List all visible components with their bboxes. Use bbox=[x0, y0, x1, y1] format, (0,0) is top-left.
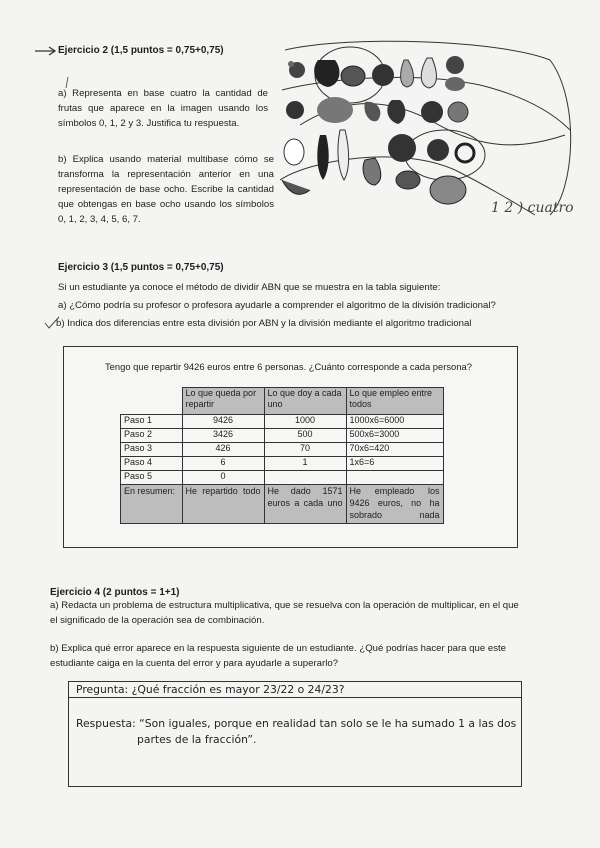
ex4-title: Ejercicio 4 (2 puntos = 1+1) bbox=[50, 587, 180, 598]
fruit-pomegranate-icon bbox=[341, 66, 365, 86]
cell-doy: 70 bbox=[264, 443, 346, 457]
cell-doy bbox=[264, 471, 346, 485]
fruit-pear-icon bbox=[421, 58, 436, 88]
step-label: Paso 2 bbox=[121, 429, 183, 443]
table-row bbox=[121, 457, 444, 471]
step-label: Paso 3 bbox=[121, 443, 183, 457]
cell-empleo: 500x6=3000 bbox=[346, 429, 443, 443]
fruit-persimmon-icon bbox=[396, 171, 420, 189]
fruit-banana-icon bbox=[338, 130, 349, 180]
abn-header-doy: Lo que doy a cada uno bbox=[264, 388, 346, 415]
fruit-kiwi-icon bbox=[445, 77, 465, 91]
summary-empleo: He empleado los 9426 euros, no ha sobrado nada bbox=[346, 485, 443, 524]
ex4-part-b: b) Explica qué error aparece en la respuesta siguiente de un estudiante. ¿Qué podrías hacer para que este estudiante caiga en la cuenta del error y para ayudarle a superarlo? bbox=[50, 643, 506, 669]
ex2-part-b: b) Explica usando material multibase cómo se transforma la representación anterior en una representación de base ocho. Escribe la cantidad que obtengas en base ocho usando los símbolos 0, 1, 2, 3, 4, 5, 6, 7. bbox=[58, 154, 274, 225]
fruit-strawberry-icon bbox=[387, 100, 405, 124]
fruit-pepper-icon bbox=[363, 158, 381, 185]
table-row bbox=[121, 415, 444, 429]
qa-divider bbox=[68, 697, 522, 698]
summary-queda: He repartido todo bbox=[182, 485, 264, 524]
table-row bbox=[121, 443, 444, 457]
cell-queda: 3426 bbox=[182, 429, 264, 443]
fruit-raspberry-icon bbox=[286, 101, 304, 119]
qa-question: Pregunta: ¿Qué fracción es mayor 23/22 o 24/23? bbox=[76, 683, 345, 696]
table-row bbox=[121, 471, 444, 485]
summary-row bbox=[121, 485, 444, 524]
cell-empleo: 1000x6=6000 bbox=[346, 415, 443, 429]
cell-doy: 1000 bbox=[264, 415, 346, 429]
ex3-intro: Si un estudiante ya conoce el método de dividir ABN que se muestra en la tabla siguiente: bbox=[58, 282, 441, 293]
fruit-apple-icon bbox=[427, 139, 449, 161]
cell-queda: 0 bbox=[182, 471, 264, 485]
cell-empleo bbox=[346, 471, 443, 485]
cell-queda: 9426 bbox=[182, 415, 264, 429]
fruit-plum-icon bbox=[446, 56, 464, 74]
step-label: Paso 5 bbox=[121, 471, 183, 485]
cell-queda: 426 bbox=[182, 443, 264, 457]
arrow-mark-icon bbox=[34, 46, 58, 56]
fruit-pear-icon bbox=[401, 60, 414, 87]
ex2-part-a: a) Representa en base cuatro la cantidad de frutas que aparece en la imagen usando los símbolos 0, 1, 2 y 3. Justifica tu respuesta. bbox=[58, 88, 268, 129]
ex2-title: Ejercicio 2 (1,5 puntos = 0,75+0,75) bbox=[58, 45, 224, 56]
abn-header-queda: Lo que queda por repartir bbox=[182, 388, 264, 415]
abn-header-empty bbox=[121, 388, 183, 415]
cell-empleo: 1x6=6 bbox=[346, 457, 443, 471]
cell-doy: 1 bbox=[264, 457, 346, 471]
ex4-part-a: a) Redacta un problema de estructura multiplicativa, que se resuelva con la operación de multiplicar, en el que el significado de la operación sea de combinación. bbox=[50, 600, 519, 626]
summary-doy: He dado 1571 euros a cada uno bbox=[264, 485, 346, 524]
fruit-lime-icon bbox=[456, 144, 474, 162]
fruit-cantaloupe-icon bbox=[430, 176, 466, 204]
abn-table bbox=[120, 387, 444, 524]
step-label: Paso 4 bbox=[121, 457, 183, 471]
summary-label: En resumen: bbox=[121, 485, 183, 524]
fruit-melon-icon bbox=[317, 97, 353, 123]
cell-doy: 500 bbox=[264, 429, 346, 443]
fruit-peach-icon bbox=[448, 102, 468, 122]
abn-table-title: Tengo que repartir 9426 euros entre 6 personas. ¿Cuánto corresponde a cada persona? bbox=[105, 361, 472, 372]
fruit-watermelon-slice-icon bbox=[282, 180, 310, 194]
fruit-lemon-icon bbox=[364, 102, 380, 122]
handwritten-note: 1 2 ) cuatro bbox=[491, 200, 574, 216]
table-row bbox=[121, 429, 444, 443]
ex3-part-a: a) ¿Cómo podría su profesor o profesora ayudarle a comprender el algoritmo de la división tradicional? bbox=[58, 300, 496, 311]
ex3-title: Ejercicio 3 (1,5 puntos = 0,75+0,75) bbox=[58, 262, 224, 273]
fruit-illustration bbox=[280, 40, 580, 220]
qa-answer-line1: Respuesta: “Son iguales, porque en realidad tan solo se le ha sumado 1 a las dos bbox=[76, 717, 517, 730]
fruit-tomato-icon bbox=[388, 134, 416, 162]
fruit-grapes-icon bbox=[288, 61, 305, 78]
ex3-part-b: b) Indica dos diferencias entre esta división por ABN y la división mediante el algoritmo tradicional bbox=[56, 318, 472, 329]
fruit-apple-icon bbox=[421, 101, 443, 123]
cell-queda: 6 bbox=[182, 457, 264, 471]
abn-header-row bbox=[121, 388, 444, 415]
qa-answer-line2: partes de la fracción”. bbox=[137, 733, 257, 746]
fruit-apple-white-icon bbox=[284, 139, 304, 165]
step-label: Paso 1 bbox=[121, 415, 183, 429]
fruit-apple-icon bbox=[372, 64, 394, 86]
abn-header-empleo: Lo que empleo entre todos bbox=[346, 388, 443, 415]
cell-empleo: 70x6=420 bbox=[346, 443, 443, 457]
fruit-eggplant-icon bbox=[317, 135, 328, 180]
